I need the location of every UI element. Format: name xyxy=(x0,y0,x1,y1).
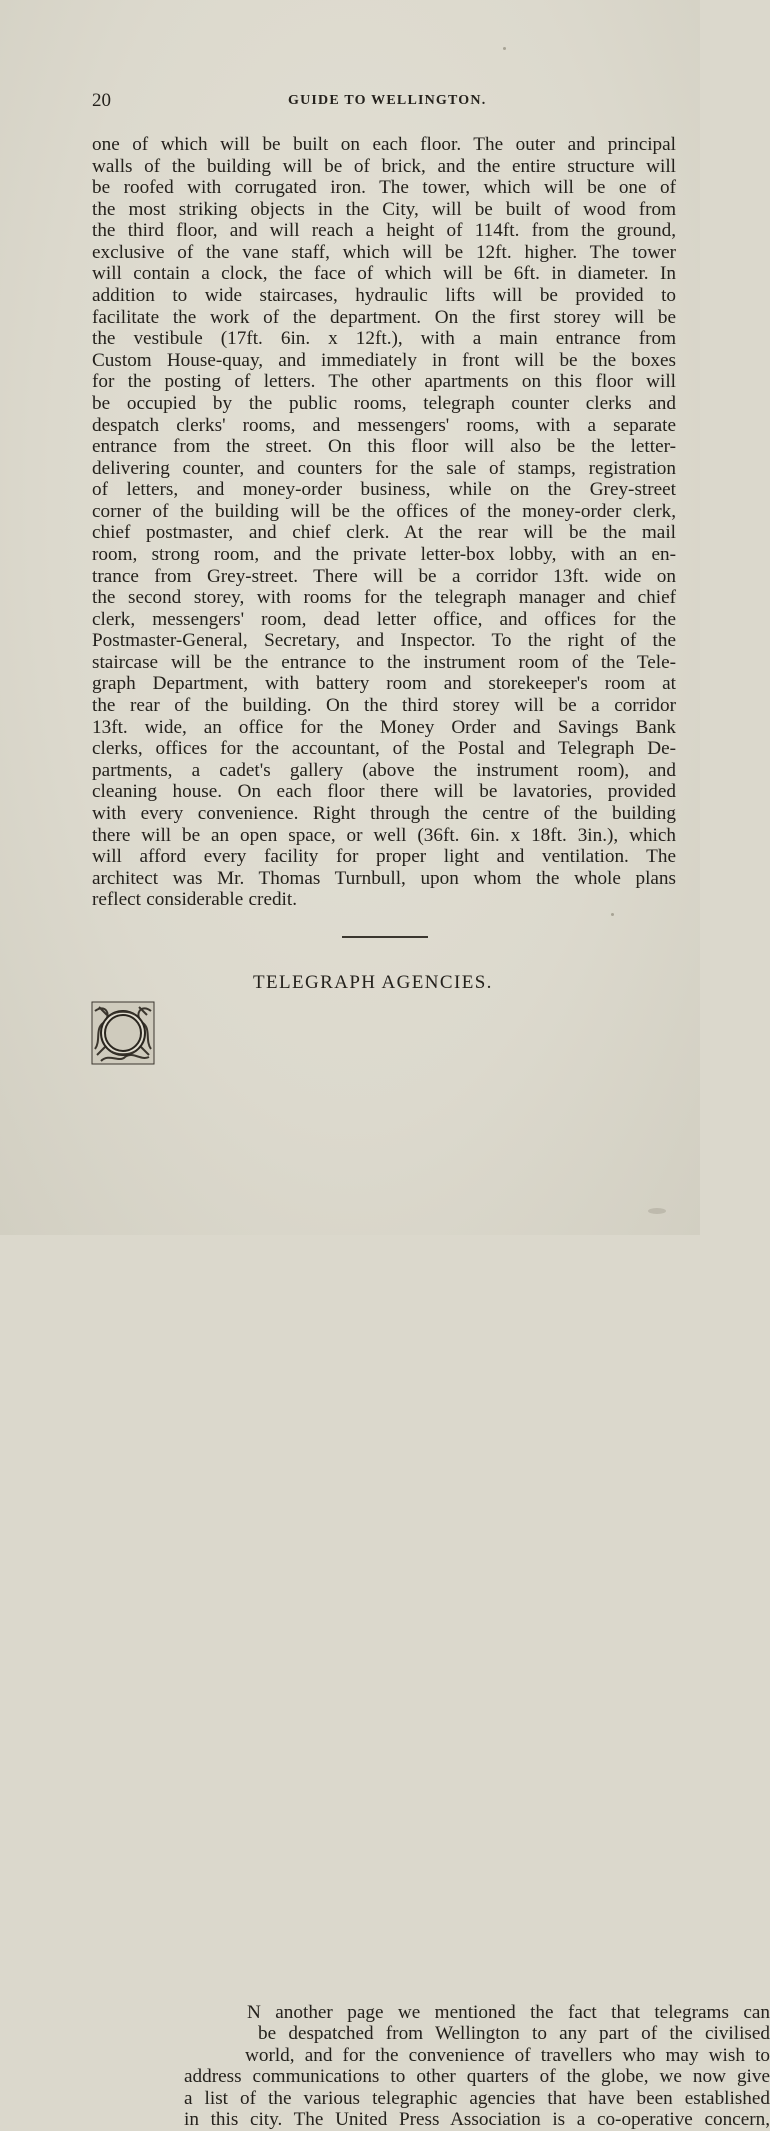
body-line: for the posting of letters. The other apartments on this floor will xyxy=(92,371,676,393)
drop-cap-letter xyxy=(91,1001,155,1065)
body-line: the third floor, and will reach a height of 114ft. from the ground, xyxy=(92,220,676,242)
section-divider xyxy=(342,936,428,938)
body-line: architect was Mr. Thomas Turnbull, upon whom the whole plans xyxy=(92,867,676,889)
running-head: GUIDE TO WELLINGTON. xyxy=(288,93,487,108)
body-line: chief postmaster, and chief clerk. At the rear will be the mail xyxy=(92,522,676,544)
section-line-3: world, and for the convenience of travellers who may wish to xyxy=(245,2045,770,2066)
body-line: partments, a cadet's gallery (above the instrument room), and xyxy=(92,759,676,781)
body-line: trance from Grey-street. There will be a corridor 13ft. wide on xyxy=(92,565,676,587)
body-line: the rear of the building. On the third storey will be a corridor xyxy=(92,695,676,717)
body-line: despatch clerks' rooms, and messengers' rooms, with a separate xyxy=(92,414,676,436)
body-line: one of which will be built on each floor. The outer and principal xyxy=(92,134,676,155)
body-line: will afford every facility for proper light and ventilation. The xyxy=(92,846,676,868)
body-line: entrance from the street. On this floor will also be the letter- xyxy=(92,436,676,458)
body-line: walls of the building will be of brick, and the entire structure will xyxy=(92,155,676,177)
body-line: staircase will be the entrance to the instrument room of the Tele- xyxy=(92,651,676,673)
page-number: 20 xyxy=(92,90,111,111)
section-title: TELEGRAPH AGENCIES. xyxy=(253,972,493,993)
body-line: will contain a clock, the face of which will be 6ft. in diameter. In xyxy=(92,263,676,285)
body-line: reflect considerable credit. xyxy=(92,889,298,911)
paper-speck xyxy=(503,47,506,50)
body-line: exclusive of the vane staff, which will be 12ft. higher. The tower xyxy=(92,241,676,263)
body-line: clerk, messengers' room, dead letter office, and offices for the xyxy=(92,608,676,630)
body-line: corner of the building will be the offices of the money-order clerk, xyxy=(92,500,676,522)
section-rest-lines xyxy=(184,2066,770,2131)
body-line: graph Department, with battery room and storekeeper's room at xyxy=(92,673,676,695)
paper-speck xyxy=(648,1208,666,1214)
body-line: Custom House-quay, and immediately in front will be the boxes xyxy=(92,349,676,371)
section-line-5: a list of the various telegraphic agencies that have been established xyxy=(184,2087,770,2109)
body-line: be roofed with corrugated iron. The tower, which will be one of xyxy=(92,177,676,199)
body-paragraph xyxy=(92,134,676,911)
body-line: facilitate the work of the department. On the first storey will be xyxy=(92,306,676,328)
body-line: of letters, and money-order business, while on the Grey-street xyxy=(92,479,676,501)
body-line: the second storey, with rooms for the telegraph manager and chief xyxy=(92,587,676,609)
paper-speck xyxy=(611,913,614,916)
body-line: be occupied by the public rooms, telegraph counter clerks and xyxy=(92,392,676,414)
section-line-4: address communications to other quarters of the globe, we now give xyxy=(184,2066,770,2087)
body-line: Postmaster-General, Secretary, and Inspector. To the right of the xyxy=(92,630,676,652)
body-line: clerks, offices for the accountant, of the Postal and Telegraph De- xyxy=(92,738,676,760)
section-line-6: in this city. The United Press Association is a co-operative concern, xyxy=(184,2109,770,2131)
body-line: room, strong room, and the private letter-box lobby, with an en- xyxy=(92,543,676,565)
page-header xyxy=(92,90,678,114)
section-line-2: be despatched from Wellington to any part of the civilised xyxy=(258,2023,770,2044)
body-line: the most striking objects in the City, will be built of wood from xyxy=(92,198,676,220)
body-line: there will be an open space, or well (36ft. 6in. x 18ft. 3in.), which xyxy=(92,824,676,846)
body-line: with every convenience. Right through the centre of the building xyxy=(92,802,676,824)
ornamental-drop-cap xyxy=(91,1001,155,1065)
body-line: delivering counter, and counters for the sale of stamps, registration xyxy=(92,457,676,479)
body-line: the vestibule (17ft. 6in. x 12ft.), with a main entrance from xyxy=(92,328,676,350)
body-line: addition to wide staircases, hydraulic lifts will be provided to xyxy=(92,285,676,307)
body-line: cleaning house. On each floor there will be lavatories, provided xyxy=(92,781,676,803)
section-line-1: N another page we mentioned the fact that telegrams can xyxy=(247,2002,770,2023)
body-line: 13ft. wide, an office for the Money Order and Savings Bank xyxy=(92,716,676,738)
